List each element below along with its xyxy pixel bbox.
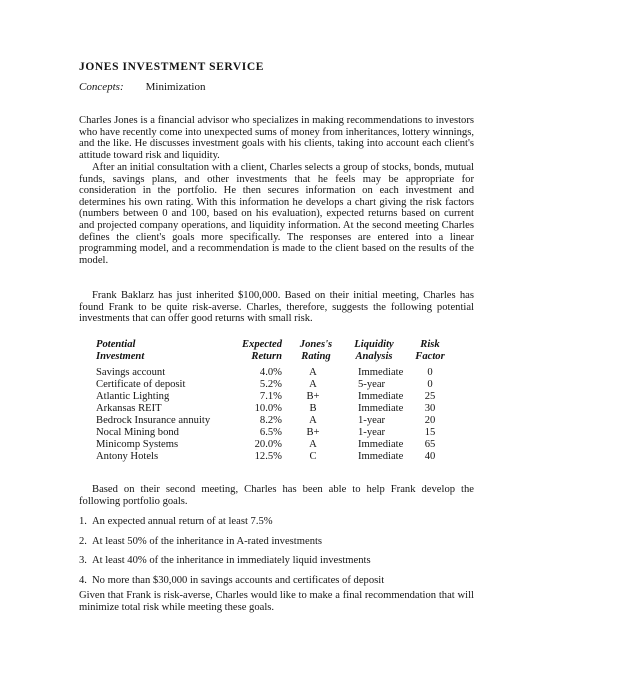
- header-liquidity: [346, 339, 402, 362]
- paragraph-text: Frank Baklarz has just inherited $100,000. Based on their initial meeting, Charles has found Frank to be quite risk-averse. Charles, therefore, suggests the following potential investments that can offer good returns with small risk.: [79, 290, 474, 325]
- header-line: Rating: [301, 350, 331, 362]
- cell-return: 5.2%: [259, 379, 282, 390]
- header-line: Liquidity: [354, 339, 394, 350]
- cell-rating: A: [309, 367, 317, 378]
- cell-return: 8.2%: [259, 415, 282, 426]
- header-line: Analysis: [355, 350, 393, 362]
- cell-investment: Nocal Mining bond: [96, 427, 179, 438]
- goal-text: At least 40% of the inheritance in immediately liquid investments: [92, 555, 371, 566]
- header-rating: [294, 339, 338, 362]
- paragraph-text: Charles Jones is a financial advisor who specializes in making recommendations to investors who have recently come into unexpected sums of money from inheritances, lottery winnings, and the like. He discusses investment goals with his clients, taking into account each client's attitude toward risk and liquidity.: [79, 115, 474, 161]
- cell-risk: 20: [424, 415, 436, 426]
- cell-liquidity: Immediate: [358, 451, 404, 462]
- cell-risk: 40: [424, 451, 436, 462]
- header-line: Potential: [96, 339, 136, 350]
- header-return: [228, 339, 282, 362]
- cell-return: 20.0%: [254, 439, 282, 450]
- goal-number: 2.: [79, 535, 87, 547]
- goal-text: At least 50% of the inheritance in A-rated investments: [92, 535, 323, 547]
- case-title: JONES INVESTMENT SERVICE: [79, 61, 265, 73]
- cell-liquidity: Immediate: [358, 367, 404, 378]
- goal-item: [79, 536, 479, 556]
- cell-liquidity: Immediate: [358, 439, 404, 450]
- cell-rating: A: [309, 415, 317, 426]
- header-line: Factor: [415, 350, 445, 362]
- paragraph-goals-intro: [79, 484, 474, 507]
- cell-return: 12.5%: [254, 451, 282, 462]
- cell-investment: Savings account: [96, 367, 166, 378]
- concepts-label: Concepts:: [79, 81, 124, 93]
- cell-investment: Atlantic Lighting: [96, 391, 170, 402]
- paragraph-conclusion: [79, 590, 474, 613]
- cell-investment: Antony Hotels: [96, 451, 159, 462]
- concepts-line: [79, 81, 206, 93]
- goal-item: [79, 516, 479, 536]
- paragraph-text: Based on their second meeting, Charles has been able to help Frank develop the following portfolio goals.: [79, 484, 474, 507]
- goal-text: An expected annual return of at least 7.5%: [92, 516, 273, 527]
- cell-investment: Arkansas REIT: [96, 403, 162, 414]
- cell-risk: 0: [427, 379, 433, 390]
- header-line: Investment: [96, 350, 145, 362]
- cell-investment: Certificate of deposit: [96, 379, 186, 390]
- cell-return: 4.0%: [259, 367, 282, 378]
- cell-investment: Bedrock Insurance annuity: [96, 415, 211, 426]
- cell-rating: A: [309, 439, 317, 450]
- header-investment: [96, 339, 144, 362]
- cell-risk: 65: [424, 439, 436, 450]
- header-line: Return: [251, 350, 282, 362]
- goal-number: 3.: [79, 555, 87, 566]
- paragraph-text: After an initial consultation with a client, Charles selects a group of stocks, bonds, mutual funds, savings plans, and other investments that he feels may be appropriate for consideration in the portfolio. He then secures information on each investment and determines his own rating. With this information he develops a chart giving the risk factors (numbers between 0 and 100, based on his evaluation), expected returns based on current and projected company operations, and liquidity information. At the second meeting Charles defines the client's goals more specifically. The responses are entered into a linear programming model, and a recommendation is made to the client based on the results of the model.: [79, 162, 474, 266]
- paragraph-intro: [79, 115, 474, 161]
- paragraph-text: Given that Frank is risk-averse, Charles would like to make a final recommendation that will minimize total risk while meeting these goals.: [79, 590, 474, 613]
- cell-risk: 15: [424, 427, 436, 438]
- cell-rating: B: [309, 403, 317, 414]
- concepts-value: Minimization: [145, 81, 206, 93]
- cell-return: 6.5%: [259, 427, 282, 438]
- cell-risk: 30: [424, 403, 436, 414]
- paragraph-client: [79, 290, 474, 325]
- goal-number: 4.: [79, 574, 87, 586]
- header-line: Risk: [420, 339, 440, 350]
- cell-rating: B+: [306, 391, 320, 402]
- goals-list: [79, 516, 479, 594]
- header-risk: [412, 339, 448, 362]
- cell-liquidity: 1-year: [358, 415, 386, 426]
- cell-risk: 25: [424, 391, 436, 402]
- goal-text: No more than $30,000 in savings accounts and certificates of deposit: [92, 574, 385, 586]
- header-line: Expected: [241, 339, 282, 350]
- cell-rating: A: [309, 379, 317, 390]
- cell-liquidity: 1-year: [358, 427, 386, 438]
- cell-risk: 0: [427, 367, 433, 378]
- cell-return: 7.1%: [259, 391, 282, 402]
- cell-rating: C: [309, 451, 317, 462]
- cell-liquidity: 5-year: [358, 379, 386, 390]
- cell-investment: Minicomp Systems: [96, 439, 179, 450]
- cell-rating: B+: [306, 427, 320, 438]
- header-line: Jones's: [299, 339, 333, 350]
- cell-return: 10.0%: [254, 403, 282, 414]
- cell-liquidity: Immediate: [358, 391, 404, 402]
- goal-item: [79, 555, 479, 575]
- cell-liquidity: Immediate: [358, 403, 404, 414]
- paragraph-process: [79, 162, 474, 266]
- goal-number: 1.: [79, 516, 87, 527]
